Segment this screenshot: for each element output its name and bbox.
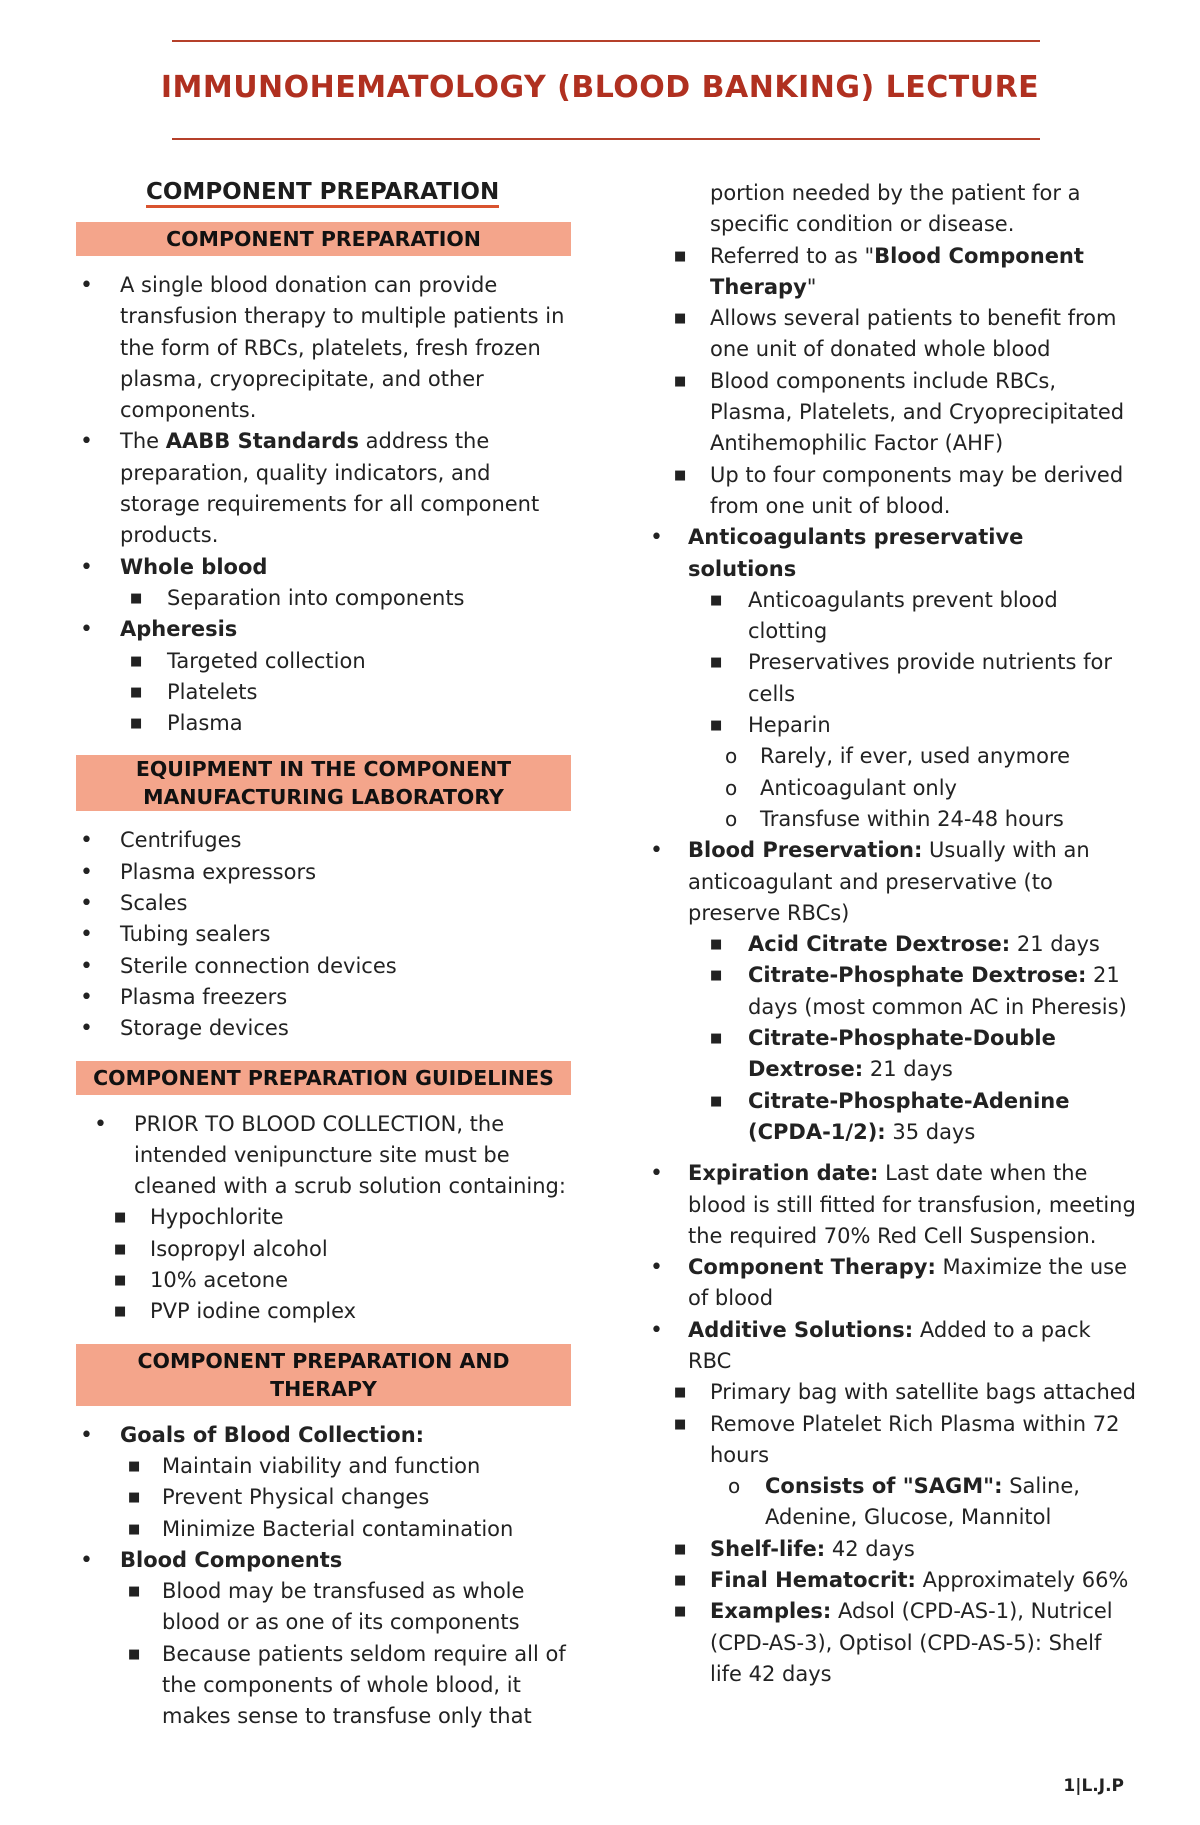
list-item: • Plasma freezers xyxy=(80,984,288,1010)
list-item: • Component Therapy: Maximize the use of blood xyxy=(650,1255,1127,1311)
list-item: • Centrifuges xyxy=(80,828,242,854)
list-item: o Rarely, if ever, used anymore xyxy=(725,744,1071,769)
list-item: ■ Citrate-Phosphate Dextrose: 21 days (most common AC in Pheresis) xyxy=(710,963,1127,1019)
list-item: • Expiration date: Last date when the blood is still fitted for transfusion, meeting the required 70% Red Cell Suspension. xyxy=(650,1161,1136,1248)
left-column xyxy=(76,180,571,1733)
list-item: • Plasma expressors xyxy=(80,859,317,885)
list-item: ■ Plasma xyxy=(130,711,243,736)
list-item: ■ Allows several patients to benefit from one unit of donated whole blood xyxy=(674,306,1117,362)
list-item: • Anticoagulants preservative solutions xyxy=(650,525,1024,581)
list-item: • Tubing sealers xyxy=(80,922,271,948)
list-item: ■ Shelf-life: 42 days xyxy=(674,1536,915,1561)
banner-component-preparation: COMPONENT PREPARATION xyxy=(76,222,571,256)
list-item: ■ Because patients seldom require all of the components of whole blood, it makes sense to transfuse only that xyxy=(128,1641,566,1729)
list-item: ■ Platelets xyxy=(130,679,258,704)
list-item: ■ Primary bag with satellite bags attached xyxy=(674,1380,1137,1405)
list-item: • Blood Components xyxy=(80,1547,343,1573)
list-item: • Storage devices xyxy=(80,1016,289,1042)
page-title: IMMUNOHEMATOLOGY (BLOOD BANKING) LECTURE xyxy=(160,70,1040,105)
list-item: ■ Citrate-Phosphate-Adenine (CPDA-1/2): 35 days xyxy=(710,1088,1070,1144)
list-item: • Blood Preservation: Usually with an anticoagulant and preservative (to preserve RBCs) xyxy=(650,838,1090,925)
list-item: • Apheresis xyxy=(80,617,238,643)
list-item: portion needed by the patient for a specific condition or disease. xyxy=(710,181,1081,237)
list-item: ■ Citrate-Phosphate-Double Dextrose: 21 days xyxy=(710,1026,1056,1082)
list-item: • The AABB Standards address the preparation, quality indicators, and storage requirements for all component products. xyxy=(80,429,540,548)
list-item: • A single blood donation can provide transfusion therapy to multiple patients in the form of RBCs, platelets, fresh frozen plasma, cryoprecipitate, and other components. xyxy=(80,273,565,423)
list-item: ■ Hypochlorite xyxy=(114,1205,284,1230)
list-item: ■ Maintain viability and function xyxy=(128,1453,481,1478)
list-item: • PRIOR TO BLOOD COLLECTION, the intended venipuncture site must be cleaned with a scrub solution containing: xyxy=(94,1111,566,1199)
list-item: • Scales xyxy=(80,891,188,917)
list-item: o Transfuse within 24-48 hours xyxy=(725,806,1064,831)
list-item: ■ PVP iodine complex xyxy=(114,1299,357,1324)
equipment-list xyxy=(76,825,571,1044)
list-item: o Anticoagulant only xyxy=(725,775,957,800)
list-item: ■ Preservatives provide nutrients for cells xyxy=(710,650,1113,706)
list-item: o Consists of "SAGM": Saline, Adenine, Glucose, Mannitol xyxy=(728,1474,1080,1530)
list-item: ■ Referred to as "Blood Component Therapy" xyxy=(674,243,1084,299)
right-column xyxy=(650,178,1138,1690)
list-item: ■ Minimize Bacterial contamination xyxy=(128,1516,514,1541)
list-item: ■ Up to four components may be derived from one unit of blood. xyxy=(674,462,1124,518)
list-item: ■ Blood may be transfused as whole blood or as one of its components xyxy=(128,1579,525,1635)
list-item: ■ Final Hematocrit: Approximately 66% xyxy=(674,1568,1129,1593)
title-rule xyxy=(172,138,1040,140)
section-subtitle: COMPONENT PREPARATION xyxy=(146,180,499,208)
therapy-list xyxy=(76,1420,571,1733)
component-preparation-list xyxy=(76,270,571,739)
list-item: ■ Anticoagulants prevent blood clotting xyxy=(710,587,1058,644)
right-list-2 xyxy=(650,1158,1138,1690)
list-item: ■ 10% acetone xyxy=(114,1268,288,1293)
list-item: • Goals of Blood Collection: xyxy=(80,1422,425,1448)
list-item: ■ Prevent Physical changes xyxy=(128,1485,430,1510)
list-item: ■ Isopropyl alcohol xyxy=(114,1236,328,1261)
list-item: • Additive Solutions: Added to a pack RBC xyxy=(650,1317,1091,1373)
list-item: ■ Acid Citrate Dextrose: 21 days xyxy=(710,932,1100,957)
banner-equipment: EQUIPMENT IN THE COMPONENT MANUFACTURING LABORATORY xyxy=(76,755,571,811)
list-item: ■ Blood components include RBCs, Plasma, Platelets, and Cryoprecipitated Antihemophilic Factor (AHF) xyxy=(674,368,1125,456)
banner-guidelines: COMPONENT PREPARATION GUIDELINES xyxy=(76,1061,571,1095)
right-list xyxy=(650,178,1138,1148)
list-item: ■ Remove Platelet Rich Plasma within 72 hours xyxy=(674,1411,1120,1467)
list-item: ■ Separation into components xyxy=(130,585,465,610)
banner-preparation-therapy: COMPONENT PREPARATION AND THERAPY xyxy=(76,1344,571,1406)
list-item: ■ Examples: Adsol (CPD-AS-1), Nutricel (CPD-AS-3), Optisol (CPD-AS-5): Shelf life 42 days xyxy=(674,1599,1113,1686)
list-item: • Sterile connection devices xyxy=(80,953,397,979)
list-item: • Whole blood xyxy=(80,554,268,580)
guidelines-list xyxy=(76,1109,571,1328)
top-rule xyxy=(172,40,1040,42)
list-item: ■ Heparin xyxy=(710,713,831,738)
page-number: 1|L.J.P xyxy=(1063,1776,1124,1796)
list-item: ■ Targeted collection xyxy=(130,648,366,673)
